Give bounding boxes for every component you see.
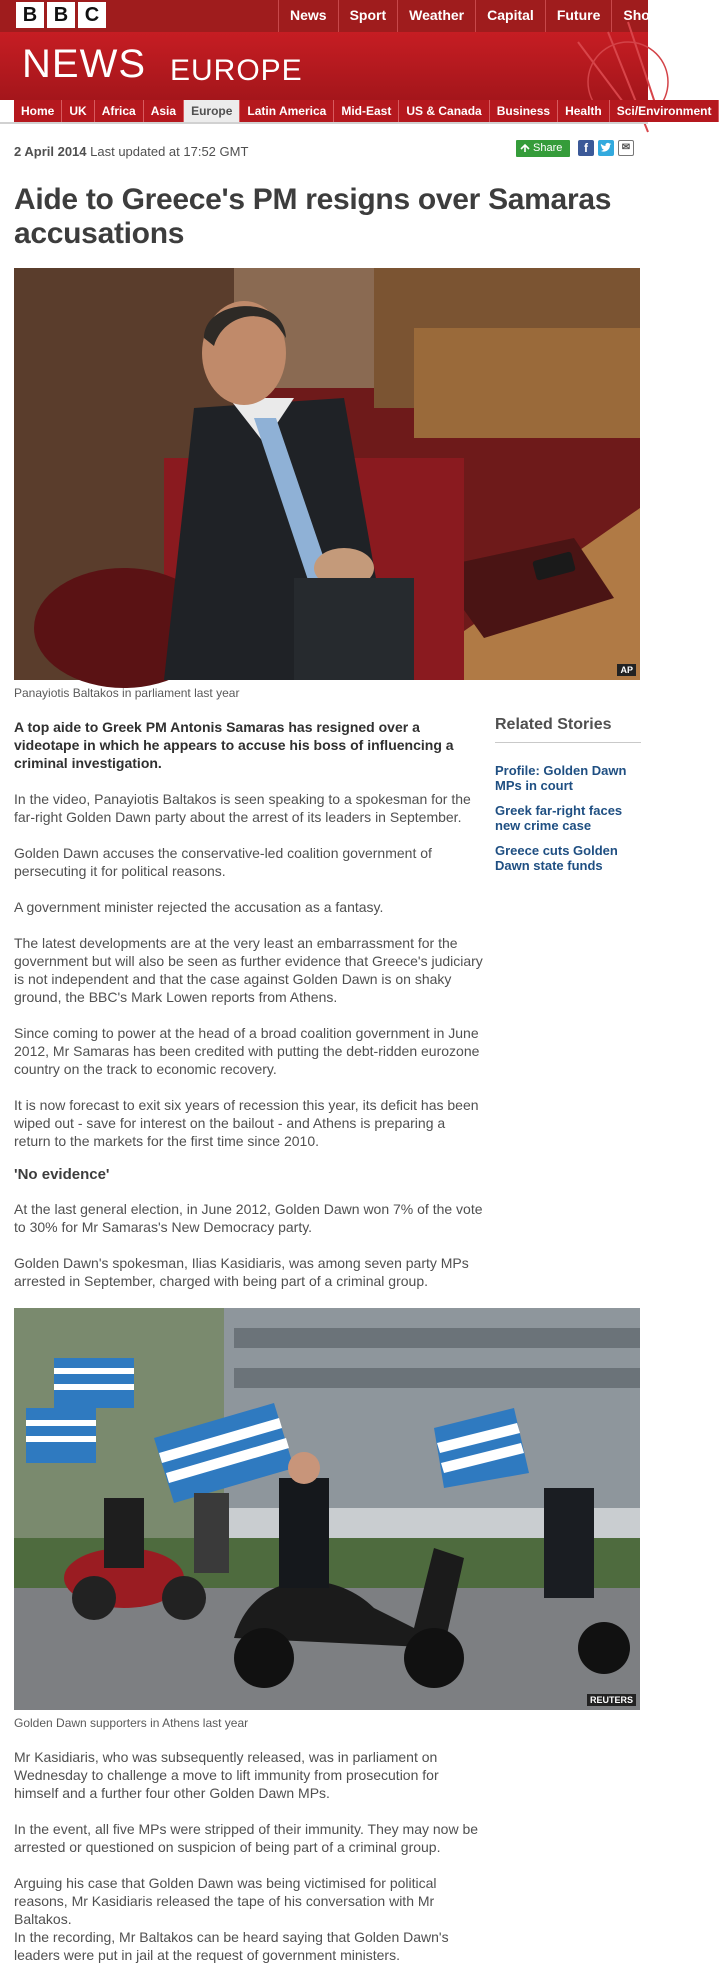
section-nav-latin-america[interactable]: Latin America [240,100,334,122]
story-date: 2 April 2014 [14,144,87,159]
photo-credit-ap: AP [617,664,636,676]
article-paragraph: Arguing his case that Golden Dawn was being victimised for political reasons, Mr Kasidiaris released the tape of his conversation with Mr Baltakos. [14,1875,437,1927]
section-nav-europe[interactable]: Europe [184,100,240,122]
photo-golden-dawn-supporters [14,1308,640,1710]
section-nav-africa[interactable]: Africa [95,100,144,122]
top-nav-future[interactable]: Future [545,0,612,32]
top-nav-capital[interactable]: Capital [475,0,545,32]
article-paragraph: Golden Dawn's spokesman, Ilias Kasidiaris, was among seven party MPs arrested in September, charged with being part of a criminal group. [14,1255,469,1289]
related-stories-list [495,763,641,873]
top-nav-sport[interactable]: Sport [338,0,398,32]
list-item [495,803,641,833]
section-nav-asia[interactable]: Asia [144,100,184,122]
photo-baltakos-illustration [14,268,640,680]
logo-letter-b1: B [16,2,44,28]
photo-supporters-illustration [14,1308,640,1710]
crosshead: 'No evidence' [14,1166,110,1183]
bbc-logo[interactable] [16,2,106,28]
twitter-icon[interactable] [598,140,614,156]
news-logo[interactable]: NEWS [22,42,146,86]
section-nav-health[interactable]: Health [558,100,610,122]
article-paragraph: Mr Kasidiaris, who was subsequently released, was in parliament on Wednesday to challenge a move to lift immunity from prosecution for himself and a further four other Golden Dawn MPs. [14,1749,439,1801]
article-intro: A top aide to Greek PM Antonis Samaras has resigned over a videotape in which he appears to accuse his boss of influencing a criminal investigation. [14,719,454,771]
related-stories [495,716,641,883]
masthead [0,32,648,100]
page-title: Aide to Greece's PM resigns over Samaras accusations [14,183,612,250]
photo-credit-reuters: REUTERS [587,1694,636,1706]
photo-caption-2: Golden Dawn supporters in Athens last year [14,1716,249,1730]
top-nav-news[interactable]: News [278,0,338,32]
section-nav-home[interactable]: Home [14,100,62,122]
section-nav-divider [0,122,648,124]
dateline [14,144,248,159]
share-icon [520,143,530,153]
top-nav-shop[interactable]: Shop [611,0,669,32]
related-stories-title: Related Stories [495,716,641,743]
last-updated: Last updated at 17:52 GMT [90,144,249,159]
masthead-decoration-icon [548,22,668,142]
logo-letter-c: C [78,2,106,28]
section-nav-mid-east[interactable]: Mid-East [334,100,399,122]
email-icon[interactable]: ✉ [618,140,634,156]
list-item [495,763,641,793]
article-paragraph: Since coming to power at the head of a broad coalition government in June 2012, Mr Samaras has been credited with putting the debt-ridden eurozone country on the track to economic recovery. [14,1025,480,1077]
related-story-link[interactable]: Greek far-right faces new crime case [495,803,623,833]
article-paragraph: A government minister rejected the accusation as a fantasy. [14,899,384,915]
section-nav-business[interactable]: Business [490,100,558,122]
article-paragraph: In the video, Panayiotis Baltakos is seen speaking to a spokesman for the far-right Golden Dawn party about the arrest of its leaders in September. [14,791,471,825]
list-item [495,843,641,873]
logo-letter-b2: B [47,2,75,28]
related-story-link[interactable]: Greece cuts Golden Dawn state funds [495,843,618,873]
facebook-icon[interactable]: f [578,140,594,156]
article-paragraph: In the recording, Mr Baltakos can be heard saying that Golden Dawn's leaders were put in jail at the request of government ministers. [14,1929,449,1963]
article-paragraph: The latest developments are at the very least an embarrassment for the government but will also be seen as further evidence that Greece's judiciary is not independent and that the case against Golden Dawn is on shaky ground, the BBC's Mark Lowen reports from Athens. [14,935,483,1005]
article-paragraph: Golden Dawn accuses the conservative-led coalition government of persecuting it for political reasons. [14,845,432,879]
section-nav-sci-environment[interactable]: Sci/Environment [610,100,719,122]
photo-baltakos [14,268,640,680]
article-paragraph: In the event, all five MPs were stripped of their immunity. They may now be arrested or questioned on suspicion of being part of a criminal group. [14,1821,479,1855]
section-nav [14,100,719,122]
top-nav-weather[interactable]: Weather [397,0,475,32]
section-nav-us-canada[interactable]: US & Canada [399,100,489,122]
photo-caption-1: Panayiotis Baltakos in parliament last year [14,686,240,700]
share-button[interactable] [516,140,570,157]
related-story-link[interactable]: Profile: Golden Dawn MPs in court [495,763,627,793]
share-label: Share [533,142,563,154]
region-title: EUROPE [170,54,303,87]
section-nav-uk[interactable]: UK [62,100,94,122]
article-paragraph: At the last general election, in June 2012, Golden Dawn won 7% of the vote to 30% for Mr Samaras's New Democracy party. [14,1201,483,1235]
article-paragraph: It is now forecast to exit six years of recession this year, its deficit has been wiped out - save for interest on the bailout - and Athens is preparing a return to the markets for the first time since 2010. [14,1097,479,1149]
